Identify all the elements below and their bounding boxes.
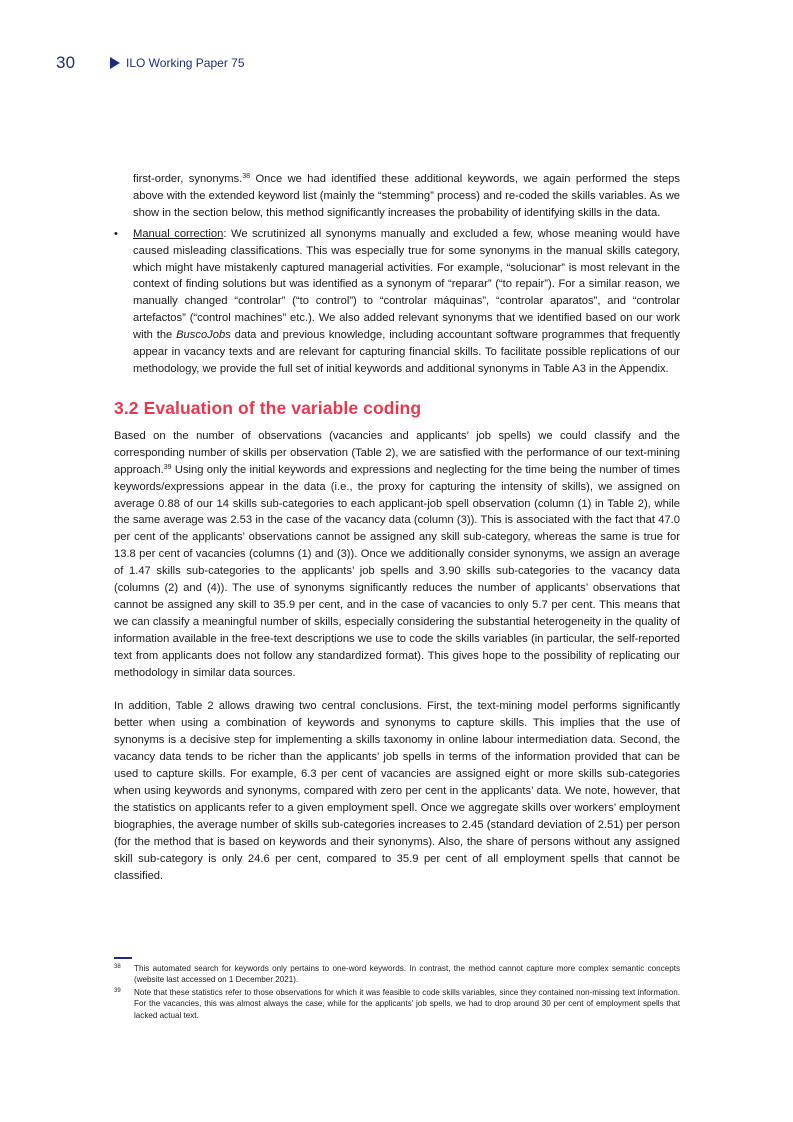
footnote-ref-38[interactable]: 38 bbox=[242, 173, 251, 180]
footnote-ref-39[interactable]: 39 bbox=[163, 463, 172, 471]
intro-paragraph: first-order, synonyms.$^{38}$ Once we had identified these additional keywords, we again performed the steps above with the extended keyword list (mainly the “stemming” process) and re-coded the skills variables. As we show in the section below, this method significantly increases the probability of identifying skills in the data. bbox=[133, 173, 680, 219]
play-arrow-icon bbox=[110, 57, 120, 69]
footnote-number: 39 bbox=[114, 987, 121, 994]
footnote-39 bbox=[114, 987, 680, 1021]
series-title: ILO Working Paper 75 bbox=[126, 56, 245, 70]
paragraph-2: In addition, Table 2 allows drawing two central conclusions. First, the text-mining model performs significantly better when using a combination of keywords and synonyms to capture skills. This implies that the use of synonyms is a decisive step for implementing a skills taxonomy in online labour intermediation data. Second, the vacancy data tends to be richer than the applicants’ job spells in terms of the information provided that can be used to capture skills. For example, 6.3 per cent of vacancies are assigned eight or more skills sub-categories when using keywords and synonyms, compared with zero per cent in the applicants’ data. We note, however, that the statistics on applicants refer to a given employment spell. Once we aggregate skills over workers’ employment biographies, the average number of skills sub-categories increases to 2.45 (standard deviation of 2.51) per person (for the method that is based on keywords and their synonyms). Also, the share of persons without any assigned skill sub-category is only 24.6 per cent, compared to 35.9 per cent of all employment spells that cannot be classified. bbox=[114, 700, 680, 882]
footnote-text: Note that these statistics refer to those observations for which it was feasible to code skills variables, since they contained non-missing text information. For the vacancies, this was almost always the case, while for the applicants’ job spells, we had to drop around 30 per cent of employment spells that lacked actual text. bbox=[134, 987, 680, 1020]
footnote-text: This automated search for keywords only pertains to one-word keywords. In contrast, the method cannot capture more complex semantic concepts (website last accessed on 1 December 2021). bbox=[134, 964, 680, 985]
paragraph-1: Based on the number of observations (vacancies and applicants’ job spells) we could classify and the corresponding number of skills per observation (Table 2), we are satisfied with the performance of our text-mining approach.$^{39}$ Using only the initial keywords and expressions and neglecting for the time being the number of times keywords/expressions appear in the data (i.e., the proxy for capturing the intensity of skills), we assigned on average 0.88 of our 14 skills sub-categories to each applicant-job spell observation (column (1) in Table 2), while the same average was 2.53 in the case of the vacancy data (column (3)). This is associated with the fact that 47.0 per cent of the applicants’ observations cannot be assigned any skill sub-category, whereas the same is true for 13.8 per cent of vacancies (columns (1) and (3)). Once we additionally consider synonyms, we assign an average of 1.47 skills sub-categories to the applicants’ job spells and 3.90 skills sub-categories to the vacancy data (columns (2) and (4)). The use of synonyms significantly reduces the number of applicants’ observations that cannot be assigned any skill to 35.9 per cent, and in the case of vacancies to only 5.7 per cent. This means that we can classify a meaningful number of skills, especially considering the substantial heterogeneity in the quality of information available in the free-text descriptions we use to code the skills variables (in particular, the self-reported text from applicants does not follow any standardized format). This gives hope to the possibility of replicating our methodology in similar data sources. bbox=[114, 429, 680, 679]
footnote-38 bbox=[114, 963, 680, 986]
main-content bbox=[114, 171, 680, 884]
bullet-label: Manual correction bbox=[133, 227, 224, 240]
footnote-divider bbox=[114, 957, 132, 959]
page-header bbox=[56, 53, 245, 73]
bullet-icon: • bbox=[114, 227, 118, 240]
page-number: 30 bbox=[56, 53, 76, 72]
footnote-number: 38 bbox=[114, 964, 121, 970]
buscojobs-italic: BuscoJobs bbox=[176, 329, 231, 342]
footnotes bbox=[114, 963, 680, 1022]
section-heading: 3.2 Evaluation of the variable coding bbox=[114, 397, 422, 418]
bullet-manual-correction: • Manual correction: We scrutinized all synonyms manually and excluded a few, whose meaning would have caused misleading classifications. This was especially true for some synonyms in the manual skills category, which might have mistakenly captured managerial activities. For example, “solucionar” is most relevant in the context of finding solutions but was identified as a synonym of “reparar” (“to repair”). For a similar reason, we manually changed “controlar” (“to control”) to “controlar máquinas”, “controlar aparatos”, and “controlar artefactos” (“control machines” etc.). We also added relevant synonyms that we identified based on our work with the BuscoJobs data and previous knowledge, including accountant software programmes that frequently appear in vacancy texts and are relevant for capturing financial skills. To facilitate possible replications of our methodology, we provide the full set of initial keywords and additional synonyms in Table A3 in the Appendix. bbox=[114, 227, 680, 375]
